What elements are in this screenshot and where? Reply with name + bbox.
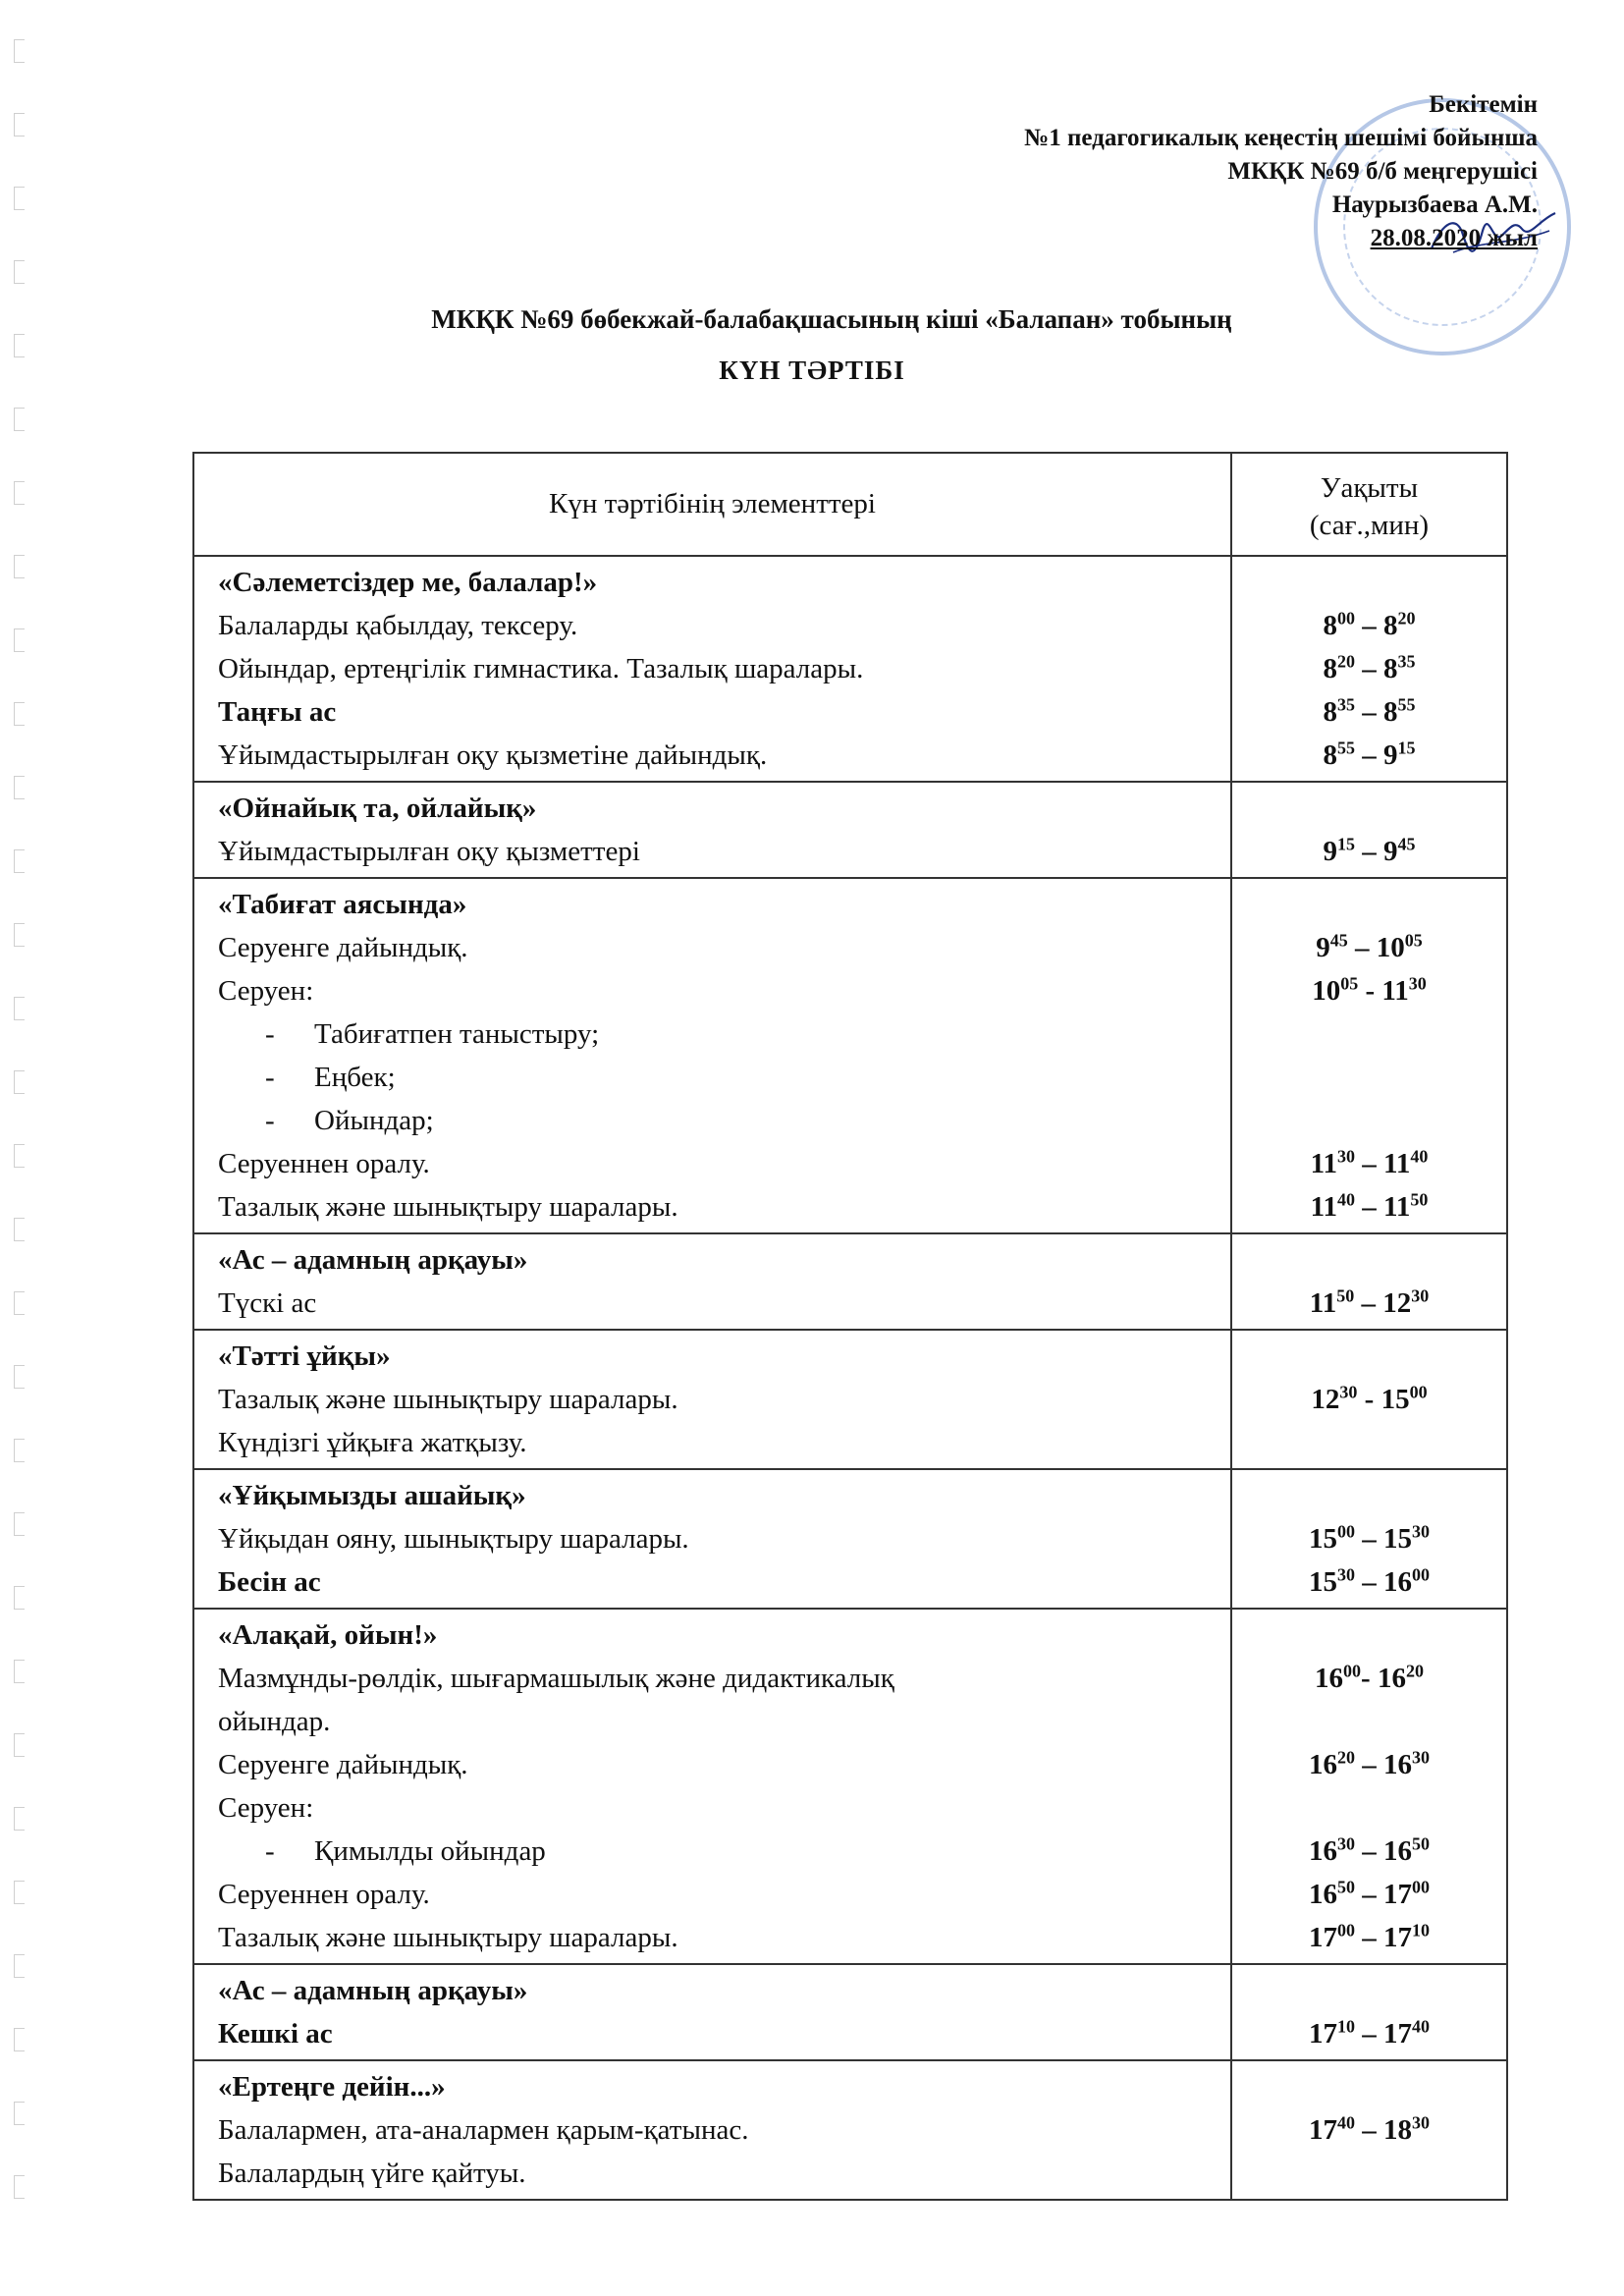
- section-title: «Тәтті ұйқы»: [218, 1340, 391, 1372]
- time-range: [1232, 1185, 1506, 1229]
- schedule-section: [193, 782, 1507, 878]
- time-minutes: 15: [1397, 738, 1416, 758]
- time-minutes: 40: [1412, 2016, 1430, 2037]
- activity-item: Серуенге дайындық.: [218, 1749, 468, 1780]
- approval-council: №1 педагогикалық кеңестің шешімі бойынша: [1024, 125, 1538, 151]
- time-hours: 8: [1383, 653, 1398, 684]
- time-minutes: 30: [1337, 1833, 1355, 1854]
- time-minutes: 35: [1337, 694, 1355, 715]
- section-times: [1231, 878, 1507, 1233]
- time-minutes: 20: [1397, 608, 1416, 629]
- time-minutes: 45: [1329, 930, 1348, 951]
- time-hours: 8: [1323, 653, 1337, 684]
- approval-position: МКҚК №69 б/б меңгерушісі: [1227, 158, 1538, 185]
- time-range: [1232, 1378, 1506, 1421]
- time-hours: 16: [1383, 1835, 1412, 1867]
- time-hours: 10: [1312, 975, 1341, 1007]
- section-title: «Ойнайық та, ойлайық»: [218, 793, 537, 824]
- time-minutes: 00: [1412, 1564, 1430, 1585]
- time-hours: 16: [1309, 1749, 1337, 1780]
- approval-name: Наурызбаева А.М.: [1331, 191, 1538, 218]
- time-hours: 8: [1323, 610, 1337, 641]
- document-subtitle: КҮН ТӘРТІБІ: [719, 355, 905, 385]
- time-minutes: 30: [1339, 1382, 1358, 1402]
- section-title: «Сәлеметсіздер ме, балалар!»: [218, 567, 598, 598]
- time-separator: -: [1357, 1384, 1381, 1415]
- col-time-header-line1: Уақыты: [1320, 472, 1419, 504]
- time-hours: 17: [1309, 1922, 1337, 1953]
- time-hours: 17: [1309, 2114, 1337, 2146]
- section-times: [1231, 1233, 1507, 1330]
- time-minutes: 50: [1336, 1285, 1355, 1306]
- activity-item: Балаларды қабылдау, тексеру.: [218, 610, 578, 641]
- time-range: [1232, 1873, 1506, 1916]
- activity-item: Түскі ас: [218, 1287, 317, 1319]
- time-hours: 9: [1383, 836, 1398, 867]
- time-range: [1232, 1517, 1506, 1560]
- time-blank: [1232, 1474, 1506, 1517]
- time-separator: –: [1355, 1566, 1383, 1598]
- activity-item: Күндізгі ұйқыға жатқызу.: [218, 1427, 527, 1458]
- activity-item: Ұйымдастырылған оқу қызметіне дайындық.: [218, 739, 768, 771]
- time-hours: 8: [1323, 696, 1337, 728]
- time-minutes: 20: [1337, 651, 1355, 672]
- section-title: «Табиғат аясында»: [218, 889, 467, 920]
- time-hours: 18: [1383, 2114, 1412, 2146]
- time-hours: 8: [1383, 696, 1398, 728]
- time-separator: –: [1355, 610, 1383, 641]
- time-hours: 11: [1309, 1287, 1337, 1319]
- time-minutes: 55: [1337, 738, 1355, 758]
- time-separator: –: [1355, 836, 1383, 867]
- time-hours: 16: [1309, 1835, 1337, 1867]
- schedule-section: [193, 1330, 1507, 1469]
- activity-item: Тазалық және шынықтыру шаралары.: [218, 1384, 678, 1415]
- time-range: [1232, 647, 1506, 690]
- time-hours: 16: [1383, 1566, 1412, 1598]
- time-minutes: 50: [1410, 1189, 1429, 1210]
- time-minutes: 50: [1412, 1833, 1430, 1854]
- activity-item: Ойындар, ертеңгілік гимнастика. Тазалық шаралары.: [218, 653, 864, 684]
- time-minutes: 50: [1337, 1877, 1355, 1897]
- section-activities: [193, 1233, 1231, 1330]
- col-time-header: [1231, 453, 1507, 556]
- time-range: [1232, 830, 1506, 873]
- table-header-row: [193, 453, 1507, 556]
- activity-item: Мазмұнды-рөлдік, шығармашылық және дидактикалық: [218, 1663, 894, 1694]
- time-hours: 15: [1383, 1523, 1412, 1555]
- time-separator: –: [1355, 2114, 1383, 2146]
- time-separator: –: [1347, 932, 1377, 963]
- time-separator: –: [1355, 739, 1383, 771]
- activity-item: Тазалық және шынықтыру шаралары.: [218, 1922, 678, 1953]
- activity-item: Кешкі ас: [218, 2018, 333, 2050]
- time-separator: –: [1355, 1922, 1383, 1953]
- time-blank: [1232, 1700, 1506, 1743]
- activity-item: Серуеннен оралу.: [218, 1879, 430, 1910]
- activity-item: Серуен:: [218, 975, 314, 1007]
- time-separator: –: [1355, 1191, 1383, 1223]
- schedule-section: [193, 556, 1507, 782]
- activity-item: Ұйқыдан ояну, шынықтыру шаралары.: [218, 1523, 689, 1555]
- document-title: МКҚК №69 бөбекжай-балабақшасының кіші «Балапан» тобының: [431, 304, 1232, 334]
- activity-item: Серуен:: [218, 1792, 314, 1824]
- time-hours: 16: [1315, 1663, 1344, 1694]
- time-separator: –: [1355, 1148, 1383, 1179]
- activity-item: Серуеннен оралу.: [218, 1148, 430, 1179]
- section-activities: [193, 1330, 1231, 1469]
- time-range: [1232, 734, 1506, 777]
- time-minutes: 55: [1397, 694, 1416, 715]
- section-title: «Ас – адамның арқауы»: [218, 1244, 528, 1276]
- activity-item: Таңғы ас: [218, 696, 337, 728]
- time-hours: 11: [1383, 1191, 1411, 1223]
- section-activities: [193, 1964, 1231, 2060]
- time-range: [1232, 1743, 1506, 1786]
- time-separator: –: [1355, 1749, 1383, 1780]
- time-blank: [1232, 1335, 1506, 1378]
- time-range: [1232, 2012, 1506, 2055]
- time-separator: –: [1355, 1879, 1383, 1910]
- time-blank: [1232, 561, 1506, 604]
- time-range: [1232, 1657, 1506, 1700]
- time-hours: 17: [1383, 1879, 1412, 1910]
- schedule-table: [192, 452, 1508, 2201]
- time-blank: [1232, 1613, 1506, 1657]
- activity-item: ойындар.: [218, 1706, 331, 1737]
- time-minutes: 05: [1404, 930, 1423, 951]
- section-times: [1231, 556, 1507, 782]
- time-range: [1232, 1560, 1506, 1604]
- activity-item: - Еңбек;: [218, 1056, 1224, 1099]
- time-minutes: 00: [1337, 1920, 1355, 1941]
- section-times: [1231, 782, 1507, 878]
- time-minutes: 30: [1408, 973, 1427, 994]
- activity-item: Тазалық және шынықтыру шаралары.: [218, 1191, 678, 1223]
- activity-item: Балалардың үйге қайтуы.: [218, 2158, 526, 2189]
- time-minutes: 30: [1412, 1747, 1430, 1768]
- time-hours: 17: [1383, 2018, 1412, 2050]
- time-minutes: 35: [1397, 651, 1416, 672]
- approval-label: Бекітемін: [1429, 91, 1538, 118]
- section-title: «Ас – адамның арқауы»: [218, 1975, 528, 2006]
- time-blank: [1232, 1056, 1506, 1099]
- section-title: «Алақай, ойын!»: [218, 1619, 438, 1651]
- time-blank: [1232, 1786, 1506, 1830]
- time-hours: 8: [1383, 610, 1398, 641]
- time-blank: [1232, 1969, 1506, 2012]
- activity-item: Ұйымдастырылған оқу қызметтері: [218, 836, 640, 867]
- time-minutes: 00: [1337, 608, 1355, 629]
- time-minutes: 20: [1405, 1661, 1424, 1681]
- time-hours: 15: [1380, 1384, 1410, 1415]
- time-minutes: 40: [1337, 2112, 1355, 2133]
- time-hours: 15: [1309, 1566, 1337, 1598]
- time-blank: [1232, 787, 1506, 830]
- time-hours: 9: [1383, 739, 1398, 771]
- schedule-section: [193, 1469, 1507, 1609]
- activity-item: Серуенге дайындық.: [218, 932, 468, 963]
- section-activities: [193, 782, 1231, 878]
- time-hours: 11: [1383, 1148, 1411, 1179]
- time-separator: -: [1361, 1663, 1378, 1694]
- time-minutes: 30: [1337, 1564, 1355, 1585]
- time-hours: 9: [1323, 836, 1337, 867]
- time-minutes: 10: [1337, 2016, 1355, 2037]
- section-activities: [193, 556, 1231, 782]
- activity-item: Балалармен, ата-аналармен қарым-қатынас.: [218, 2114, 749, 2146]
- section-times: [1231, 1964, 1507, 2060]
- section-activities: [193, 1469, 1231, 1609]
- section-times: [1231, 2060, 1507, 2200]
- time-minutes: 40: [1337, 1189, 1355, 1210]
- time-blank: [1232, 883, 1506, 926]
- time-hours: 8: [1323, 739, 1337, 771]
- schedule-section: [193, 1609, 1507, 1964]
- time-hours: 17: [1309, 2018, 1337, 2050]
- time-blank: [1232, 2152, 1506, 2195]
- time-separator: –: [1355, 1523, 1383, 1555]
- time-blank: [1232, 1099, 1506, 1142]
- time-minutes: 45: [1397, 834, 1416, 854]
- time-range: [1232, 926, 1506, 969]
- time-hours: 12: [1382, 1287, 1412, 1319]
- section-activities: [193, 1609, 1231, 1964]
- time-separator: -: [1358, 975, 1382, 1007]
- time-minutes: 00: [1412, 1877, 1430, 1897]
- section-times: [1231, 1609, 1507, 1964]
- activity-item: - Ойындар;: [218, 1099, 1224, 1142]
- time-minutes: 30: [1337, 1146, 1355, 1167]
- activity-item: - Қимылды ойындар: [218, 1830, 1224, 1873]
- time-blank: [1232, 1238, 1506, 1282]
- time-minutes: 30: [1412, 1521, 1430, 1542]
- time-hours: 11: [1310, 1191, 1337, 1223]
- schedule-section: [193, 878, 1507, 1233]
- col-elements-header: Күн тәртібінің элементтері: [193, 453, 1231, 556]
- schedule-section: [193, 1233, 1507, 1330]
- time-minutes: 00: [1343, 1661, 1362, 1681]
- time-separator: –: [1355, 2018, 1383, 2050]
- time-minutes: 30: [1411, 1285, 1430, 1306]
- time-range: [1232, 1142, 1506, 1185]
- time-blank: [1232, 1421, 1506, 1464]
- activity-item: Бесін ас: [218, 1566, 321, 1598]
- time-hours: 9: [1316, 932, 1330, 963]
- time-separator: –: [1355, 653, 1383, 684]
- time-separator: –: [1355, 696, 1383, 728]
- time-hours: 17: [1383, 1922, 1412, 1953]
- section-title: «Ұйқымызды ашайық»: [218, 1480, 526, 1511]
- time-range: [1232, 1916, 1506, 1959]
- time-range: [1232, 690, 1506, 734]
- section-activities: [193, 878, 1231, 1233]
- time-blank: [1232, 1012, 1506, 1056]
- time-range: [1232, 2108, 1506, 2152]
- time-minutes: 20: [1337, 1747, 1355, 1768]
- time-hours: 12: [1311, 1384, 1340, 1415]
- schedule-body: [193, 556, 1507, 2200]
- section-times: [1231, 1469, 1507, 1609]
- time-minutes: 40: [1410, 1146, 1429, 1167]
- time-hours: 16: [1383, 1749, 1412, 1780]
- time-minutes: 15: [1337, 834, 1355, 854]
- schedule-section: [193, 2060, 1507, 2200]
- time-hours: 15: [1309, 1523, 1337, 1555]
- time-minutes: 05: [1340, 973, 1359, 994]
- approval-block: [1024, 88, 1538, 255]
- approval-date: 28.08.2020 жыл: [1370, 225, 1538, 251]
- time-range: [1232, 604, 1506, 647]
- time-hours: 16: [1377, 1663, 1406, 1694]
- time-separator: –: [1354, 1287, 1383, 1319]
- time-range: [1232, 1282, 1506, 1325]
- time-hours: 11: [1381, 975, 1409, 1007]
- schedule-section: [193, 1964, 1507, 2060]
- section-times: [1231, 1330, 1507, 1469]
- time-minutes: 30: [1412, 2112, 1430, 2133]
- time-minutes: 00: [1409, 1382, 1428, 1402]
- time-minutes: 10: [1412, 1920, 1430, 1941]
- section-activities: [193, 2060, 1231, 2200]
- time-range: [1232, 969, 1506, 1012]
- activity-item: - Табиғатпен таныстыру;: [218, 1012, 1224, 1056]
- time-blank: [1232, 2065, 1506, 2108]
- section-title: «Ертеңге дейін...»: [218, 2071, 446, 2103]
- time-hours: 11: [1310, 1148, 1337, 1179]
- time-hours: 16: [1309, 1879, 1337, 1910]
- time-range: [1232, 1830, 1506, 1873]
- time-minutes: 00: [1337, 1521, 1355, 1542]
- time-separator: –: [1355, 1835, 1383, 1867]
- time-hours: 10: [1376, 932, 1405, 963]
- col-time-header-line2: (сағ.,мин): [1309, 510, 1430, 541]
